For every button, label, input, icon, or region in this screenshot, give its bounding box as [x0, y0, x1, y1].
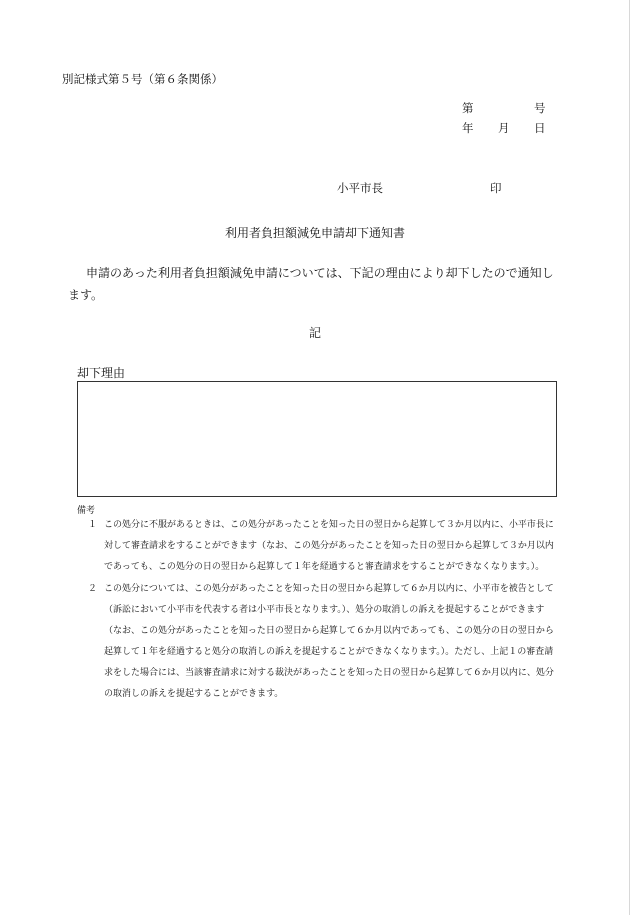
date-month: 月 [498, 121, 510, 135]
reason-box [77, 381, 557, 497]
date-day: 日 [534, 121, 546, 135]
doc-number-prefix: 第 [462, 101, 474, 115]
notes-title: 備考 [77, 506, 96, 516]
form-label: 別記様式第５号（第６条関係） [62, 72, 223, 86]
reason-label: 却下理由 [77, 366, 126, 380]
seal-mark: 印 [490, 181, 502, 195]
note-number: ２ [88, 584, 98, 594]
doc-number-suffix: 号 [534, 101, 546, 115]
notice-body: 申請のあった利用者負担額減免申請については、下記の理由により却下したので通知します。 [68, 266, 554, 302]
note-item [88, 515, 558, 578]
note-item [88, 579, 558, 705]
note-number: １ [88, 520, 98, 530]
note-text: この処分については、この処分があったことを知った日の翌日から起算して６か月以内に、小平市を被告として（訴訟において小平市を代表する者は小平市長となります。）、処分の取消しの訴えを提起することができます（なお、この処分があったことを知った日の翌日から起算して６か月以内であっても、この処分の日の翌日から起算して１年を経過すると処分の取消しの訴えを提起することができなくなります。）。ただし、上記１の審査請求をした場合には、当該審査請求に対する裁決があったことを知った日の翌日から起算して６か月以内に、処分の取消しの訴えを提起することができます。 [104, 584, 554, 699]
date-year: 年 [462, 121, 474, 135]
ki-heading: 記 [308, 326, 321, 340]
document-title: 利用者負担額減免申請却下通知書 [224, 226, 405, 240]
note-text: この処分に不服があるときは、この処分があったことを知った日の翌日から起算して３か月以内に、小平市長に対して審査請求をすることができます（なお、この処分があったことを知った日の翌日から起算して３か月以内であっても、この処分の日の翌日から起算して１年を経過すると審査請求をすることができなくなります。）。 [104, 520, 554, 572]
issuer-name: 小平市長 [337, 181, 383, 195]
